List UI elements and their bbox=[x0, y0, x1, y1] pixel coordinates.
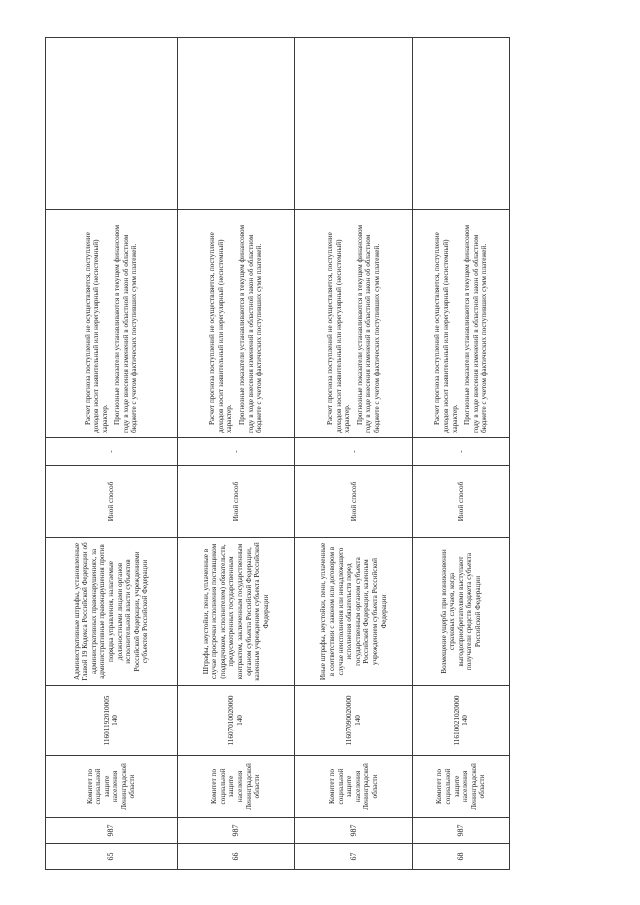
forecast-description bbox=[413, 210, 510, 438]
revenue-forecast-table bbox=[45, 37, 510, 870]
administrator-name: Комитет по социальной защите населения Ленинградской области bbox=[295, 756, 413, 818]
description-paragraph-2: Прогнозные показатели устанавливаются в текущем финансовом году в ходе внесения изменений в областной закон об областном бюджете с учетом фактических поступивших сумм платежей. bbox=[113, 224, 139, 433]
revenue-name: Иные штрафы, неустойки, пени, уплаченные в соответствии с законом или договором в случае неисполнения или ненадлежащего исполнения обязательств перед государственным органом субъекта Российской Федерации, казенным учреждением субъекта Российской Федерации bbox=[295, 538, 413, 686]
formula-cell: - bbox=[413, 438, 510, 466]
empty-cell bbox=[46, 38, 178, 210]
budget-classification-code: 11610021020000 140 bbox=[413, 686, 510, 756]
forecast-method: Иной способ bbox=[413, 466, 510, 538]
budget-classification-code: 11607090020000 140 bbox=[295, 686, 413, 756]
admin-code: 987 bbox=[413, 818, 510, 844]
admin-code: 987 bbox=[295, 818, 413, 844]
admin-code: 987 bbox=[177, 818, 295, 844]
forecast-method: Иной способ bbox=[177, 466, 295, 538]
table-row bbox=[46, 38, 178, 870]
description-paragraph-1: Расчет прогноза поступлений не осуществляется, поступление доходов носит заявительный или нерегулярный (несистемный) характер. bbox=[83, 232, 109, 433]
revenue-name: Штрафы, неустойки, пени, уплаченные в случае просрочки исполнения поставщиком (подрядчиком, исполнителем) обязательств, предусмотренных государственным контрактом, заключенным государственным органом субъекта Российской Федерации, казенным учреждением субъекта Российской Федерации bbox=[177, 538, 295, 686]
administrator-name: Комитет по социальной защите населения Ленинградской области bbox=[46, 756, 178, 818]
description-paragraph-1: Расчет прогноза поступлений не осуществляется, поступление доходов носит заявительный или нерегулярный (несистемный) характер. bbox=[326, 232, 352, 433]
description-paragraph-2: Прогнозные показатели устанавливаются в текущем финансовом году в ходе внесения изменений в областной закон об областном бюджете с учетом фактических поступивших сумм платежей. bbox=[237, 224, 264, 433]
empty-cell bbox=[177, 38, 295, 210]
description-paragraph-1: Расчет прогноза поступлений не осуществляется, поступление доходов носит заявительный или нерегулярный (несистемный) характер. bbox=[433, 232, 459, 433]
empty-cell bbox=[295, 38, 413, 210]
description-paragraph-2: Прогнозные показатели устанавливаются в текущем финансовом году в ходе внесения изменений в областной закон об областном бюджете с учетом фактических поступивших сумм платежей. bbox=[463, 224, 489, 433]
row-number: 67 bbox=[295, 844, 413, 870]
formula-cell: - bbox=[46, 438, 178, 466]
forecast-description bbox=[177, 210, 295, 438]
formula-cell: - bbox=[295, 438, 413, 466]
administrator-name: Комитет по социальной защите населения Ленинградской области bbox=[177, 756, 295, 818]
table-body bbox=[46, 38, 510, 870]
forecast-description bbox=[46, 210, 178, 438]
row-number: 68 bbox=[413, 844, 510, 870]
administrator-name: Комитет по социальной защите населения Ленинградской области bbox=[413, 756, 510, 818]
revenue-name: Административные штрафы, установленные Главой 19 Кодекса Российской Федерации об административных правонарушениях, за административные правонарушения против порядка управления, налагаемые должностными лицами органов исполнительной власти субъектов Российской Федерации, учреждениями субъектов Российской Федерации bbox=[46, 538, 178, 686]
admin-code: 987 bbox=[46, 818, 178, 844]
revenue-name: Возмещение ущерба при возникновении страховых случаев, когда выгодоприобретателями выступают получатели средств бюджета субъекта Российской Федерации bbox=[413, 538, 510, 686]
forecast-method: Иной способ bbox=[46, 466, 178, 538]
forecast-method: Иной способ bbox=[295, 466, 413, 538]
table-row bbox=[295, 38, 413, 870]
description-paragraph-1: Расчет прогноза поступлений не осуществляется, поступление доходов носит заявительный или нерегулярный (несистемный) характер. bbox=[208, 232, 234, 433]
description-paragraph-2: Прогнозные показатели устанавливаются в текущем финансовом году в ходе внесения изменений в областной закон об областном бюджете с учетом фактических поступивших сумм платежей. bbox=[355, 224, 381, 433]
budget-classification-code: 11601192010005 140 bbox=[46, 686, 178, 756]
formula-cell: - bbox=[177, 438, 295, 466]
empty-cell bbox=[413, 38, 510, 210]
row-number: 65 bbox=[46, 844, 178, 870]
table-row bbox=[177, 38, 295, 870]
forecast-description bbox=[295, 210, 413, 438]
budget-classification-code: 11607010020000 140 bbox=[177, 686, 295, 756]
rotated-table-wrapper bbox=[45, 38, 510, 870]
table-row bbox=[413, 38, 510, 870]
row-number: 66 bbox=[177, 844, 295, 870]
